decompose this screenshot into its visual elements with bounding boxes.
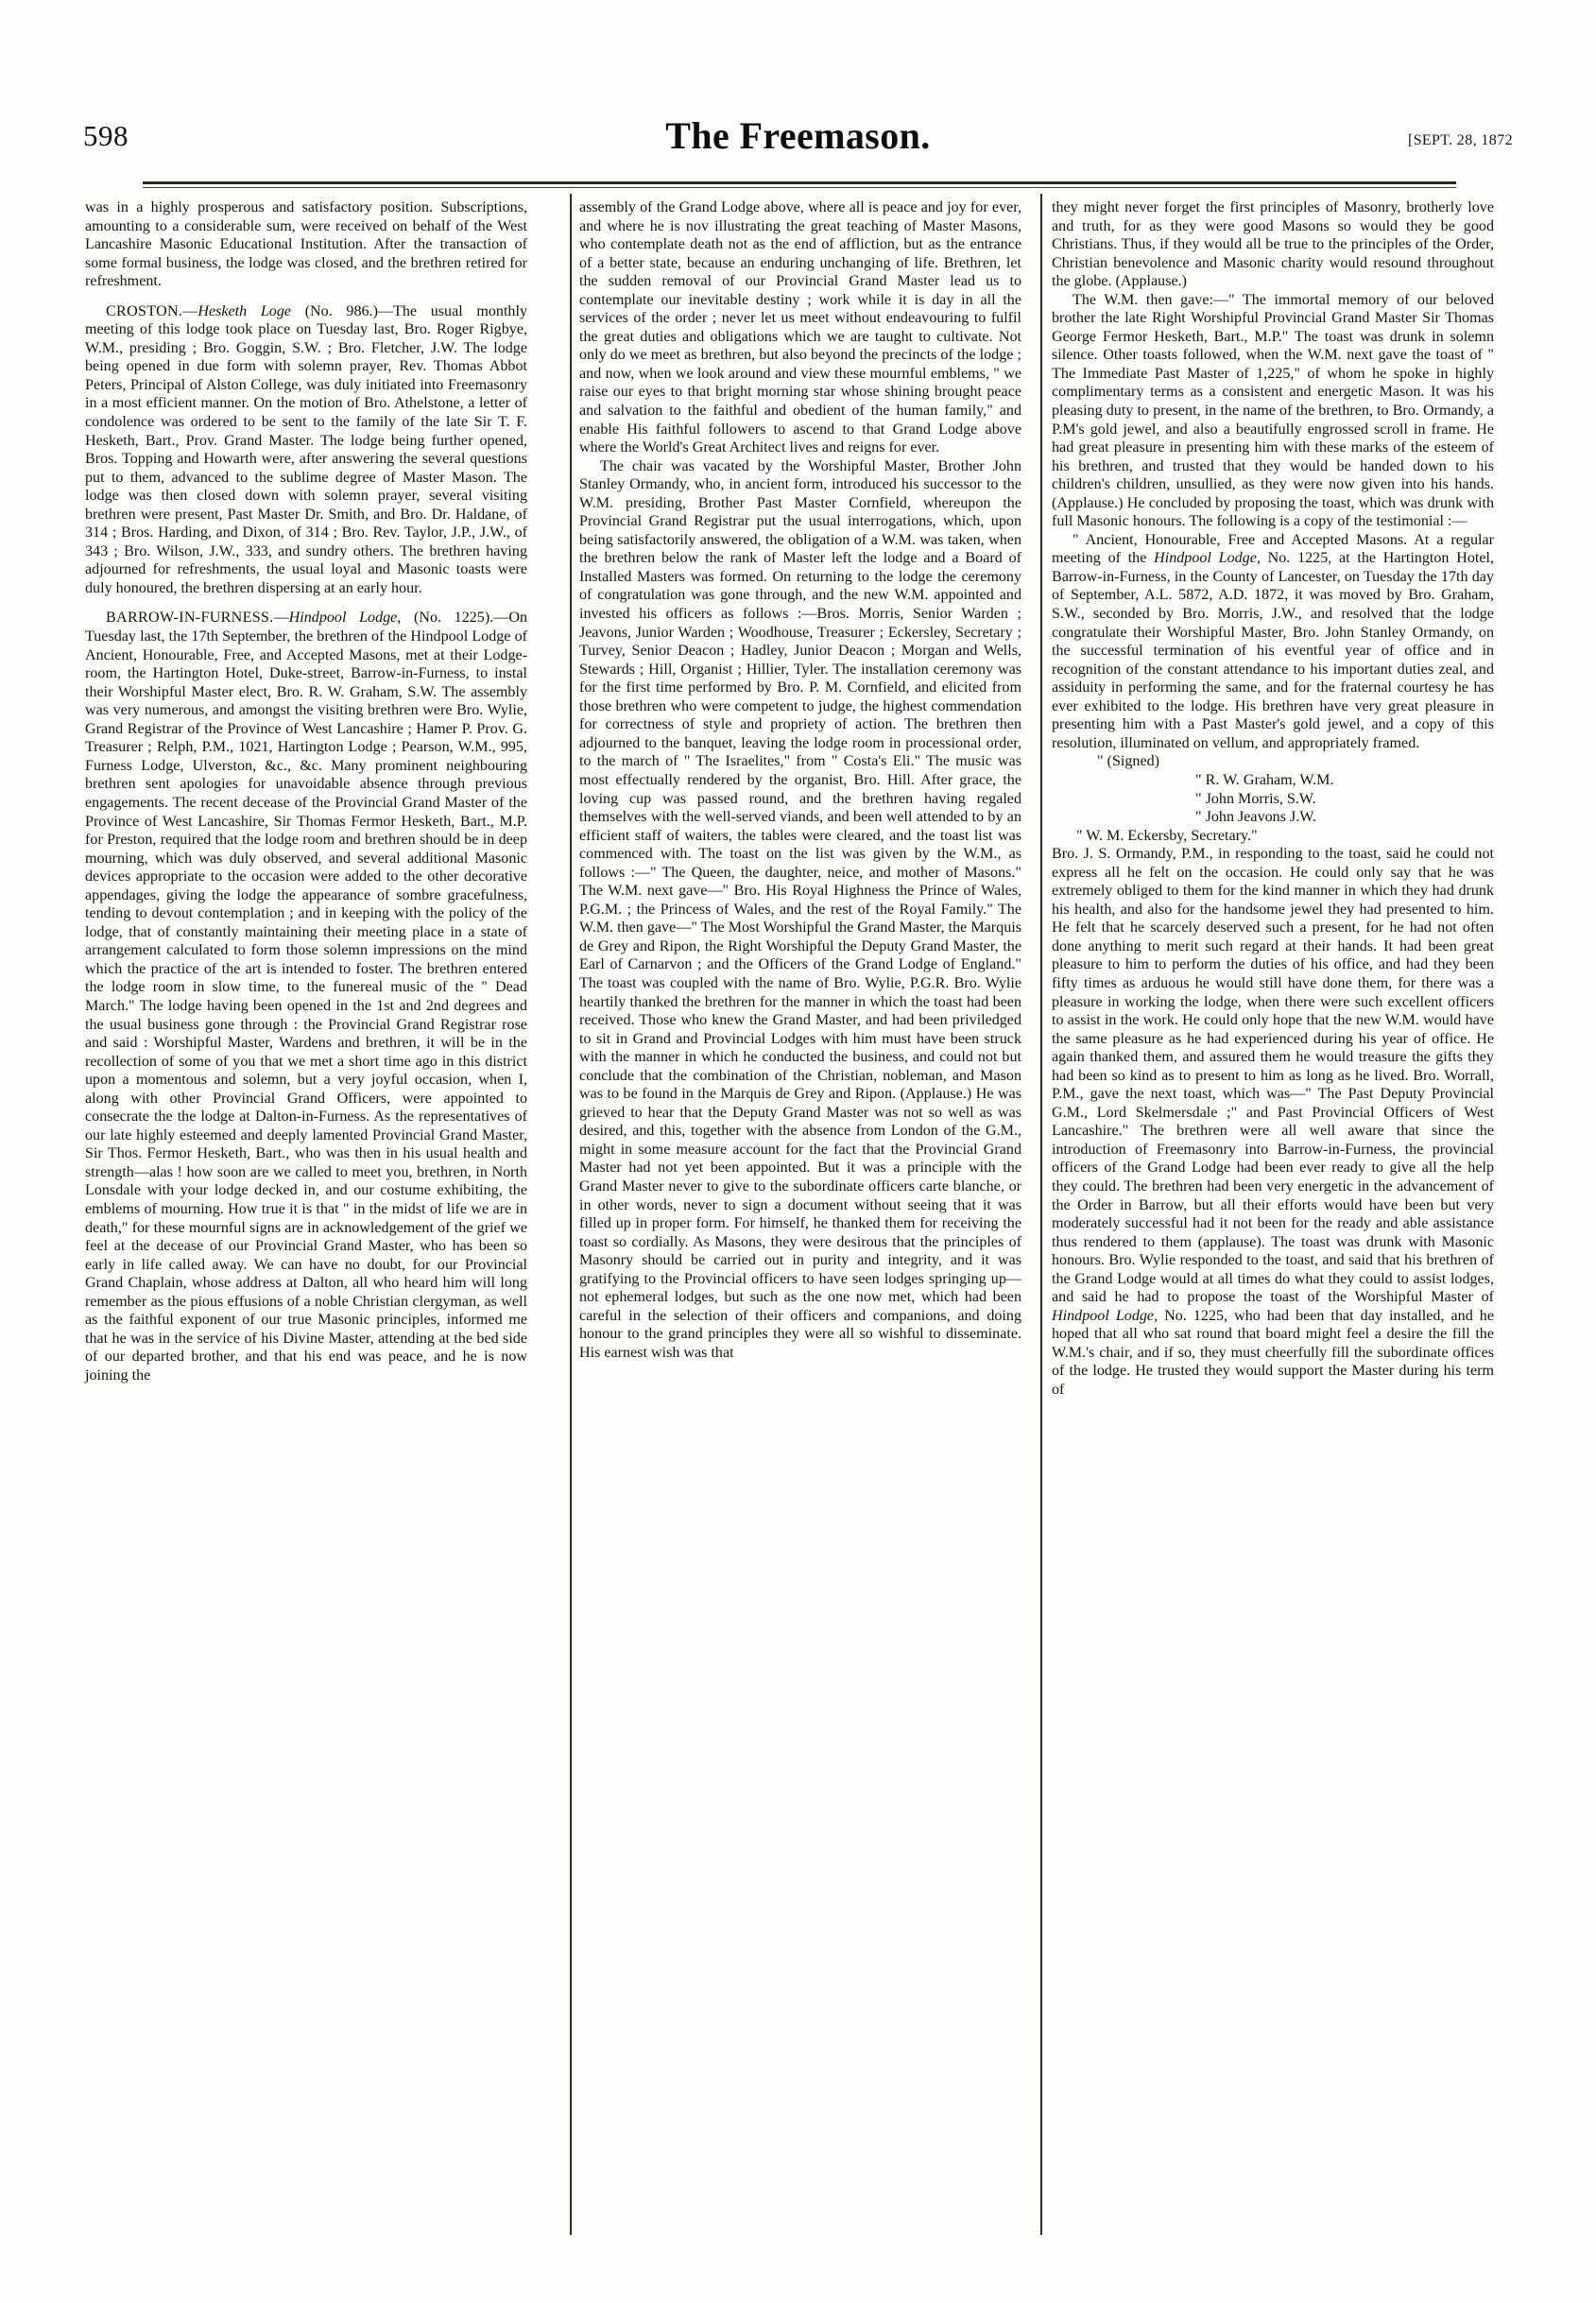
issue-date: [SEPT. 28, 1872 [1408,132,1513,148]
paragraph-immortal-memory: The W.M. then gave:—" The immortal memory of our beloved brother the late Right Worshipful Provincial Grand Master Sir Thomas George Fermor Hesketh, Bart., M.P." The toast was drunk in solemn silence. Other toasts followed, when the W.M. next gave the toast of " The Immediate Past Master of 1,225," of whom he spoke in highly complimentary terms as a consistent and energetic Mason. It was his pleasing duty to present, in the name of the brethren, to Bro. Ormandy, a P.M's gold jewel, and also a beautifully engrossed scroll in frame. He had great pleasure in presenting him with these marks of the esteem of his brethren, and trusted that they would be handed down to his children's children, unsullied, as they were now given into his hands. (Applause.) He concluded by proposing the toast, which was drunk with full Masonic honours. The following is a copy of the testimonial :— [1052,291,1494,530]
signature-secretary: " W. M. Eckersby, Secretary." [1076,827,1258,844]
header-rule [143,181,1456,184]
paragraph-testimonial: " Ancient, Honourable, Free and Accepted Masons. At a regular meeting of the Hindpool Lodge, No. 1225, at the Hartington Hotel, Barrow-in-Furness, in the County of Lancester, on Tuesday the 17th day of September, A.L. 5872, A.D. 1872, it was moved by Bro. Graham, S.W., seconded by Bro. Morris, J.W., and resolved that the lodge congratulate their Worshipful Master, Bro. John Stanley Ormandy, on the successful termination of his eventful year of office and in recognition of the constant attendance to his important duties zeal, and assiduity in performing the same, and for the fraternal courtesy he has ever exhibited to the lodge. His brethren have very great pleasure in presenting him with a Past Master's gold jewel, and a copy of this resolution, illuminated on vellum, and appropriately framed. [1052,531,1494,751]
paragraph: The chair was vacated by the Worshipful Master, Brother John Stanley Ormandy, who, in ancient form, introduced his successor to the W.M. presiding, Brother Past Master Cornfield, whereupon the Provincial Grand Registrar put the usual interrogations, which, upon being satisfactorily answered, the obligation of a W.M. was taken, when the brethren below the rank of Master left the lodge and a Board of Installed Masters was formed. On returning to the lodge the ceremony of congratulation was gone through, and the new W.M. appointed and invested his officers as follows :—Bros. Morris, Senior Warden ; Jeavons, Junior Warden ; Woodhouse, Treasurer ; Eckersley, Secretary ; Turvey, Senior Deacon ; Hadley, Junior Deacon ; Morgan and Wells, Stewards ; Hill, Organist ; Hillier, Tyler. The installation ceremony was for the first time performed by Bro. P. M. Cornfield, and elicited from those brethren who were competent to judge, the highest commendation for correctness of style and propriety of action. The brethren then adjourned to the banquet, leaving the lodge room in processional order, to the march of " The Israelites," from " Costa's Eli." The music was most effectually rendered by the organist, Bro. Hill. After grace, the loving cup was passed round, and the brethren having regaled themselves with the well-served viands, and been well attended to by an efficient staff of waiters, the tables were cleared, and the toast list was commenced with. The toast on the list was given by the W.M., as follows :—" The Queen, the daughter, neice, and mother of Masons." The W.M. next gave—" Bro. His Royal Highness the Prince of Wales, P.G.M. ; the Princess of Wales, and the rest of the Royal Family." The W.M. then gave—" The Most Worshipful the Grand Master, the Marquis de Grey and Ripon, the Right Worshipful the Deputy Grand Master, the Earl of Carnarvon ; and the Officers of the Grand Lodge of England." The toast was coupled with the name of Bro. Wylie, P.G.R. Bro. Wylie heartily thanked the brethren for the manner in which the toast had been received. Those who knew the Grand Master, and had been priviledged to sit in Grand and Provincial Lodges with him must have been struck with the manner in which he conducted the business, and could not but conclude that the combination of the Christian, nobleman, and Mason was to be found in the Marquis de Grey and Ripon. (Applause.) He was grieved to hear that the Deputy Grand Master was not so well as was desired, and this, together with the absence from London of the G.M., might in some measure account for the fact that the Provincial Grand Master had not yet been appointed. But it was a principle with the Grand Master never to give to the subordinate officers carte blanche, or in other words, never to sign a document without seeing that it was filled up in proper form. For himself, he thanked them for receiving the toast so cordially. As Masons, they were desirous that the principles of Masonry should be carried out in purity and integrity, and it was gratifying to the Provincial officers to have seen lodges springing up—not ephemeral lodges, but such as the one now met, which had been careful in the selection of their officers and companions, and doing honour to the grand principles they were all so wishful to disseminate. His earnest wish was that [579,457,1021,1361]
paragraph-gap [85,291,527,302]
paragraph-gap [85,597,527,609]
text-column-2 [579,198,1021,1362]
text-column-3 [1052,198,1494,1400]
column-divider-1 [570,194,572,2235]
signed-label: " (Signed) [1097,753,1160,770]
signature-wm: " R. W. Graham, W.M. [1195,771,1334,788]
signature-jw: " John Jeavons J.W. [1195,809,1317,826]
paragraph-croston: CROSTON.—Hesketh Loge (No. 986.)—The usual monthly meeting of this lodge took place on Tuesday last, Bro. Roger Rigbye, W.M., presiding ; Bro. Goggin, S.W. ; Bro. Fletcher, J.W. The lodge being opened in due form with solemn prayer, Rev. Thomas Abbot Peters, Principal of Alston College, was duly initiated into Freemasonry in a most efficient manner. On the motion of Bro. Athelstone, a letter of condolence was ordered to be sent to the family of the late Sir T. F. Hesketh, Bart., Prov. Grand Master. The lodge being further opened, Bros. Topping and Howarth were, after answering the several questions put to them, advanced to the sublime degree of Master Mason. The lodge was then closed down with solemn prayer, several visiting brethren were present, Past Master Dr. Smith, and Bro. Dr. Haldane, of 314 ; Bros. Harding, and Dixon, of 314 ; Bro. Rev. Taylor, J.P., J.W., of 343 ; Bro. Wilson, J.W., 333, and sundry others. The brethren having adjourned for refreshments, the usual loyal and Masonic toasts were duly honoured, the brethren dispersing at an early hour. [85,302,527,596]
masthead [83,113,1513,168]
text-column-1 [85,198,527,1384]
header-rule-secondary [143,187,1456,188]
paragraph: they might never forget the first principles of Masonry, brotherly love and truth, for as they were good Masons so would they be good Christians. Thus, if they would all be true to the principles of the Order, Christian benevolence and Masonic charity would resound throughout the globe. (Applause.) [1052,199,1494,290]
testimonial-signature-block [1052,752,1494,845]
paragraph: assembly of the Grand Lodge above, where all is peace and joy for ever, and where he is nov illustrating the great teaching of Master Masons, who contemplate death not as the end of affliction, but as the entrance of a better state, because an enduring unchanging of life. Brethren, let the sudden removal of our Provincial Grand Master lead us to contemplate our inevitable destiny ; work while it is day in all the services of the order ; never let us meet without endeavouring to fulfil the great duties and obligations which we are taught to cultivate. Not only do we meet as brethren, but also beyond the precincts of the lodge ; and now, when we look around and view these mournful emblems, " we raise our eyes to that bright morning star whose shining brought peace and salvation to the faithful and obedient of the human family," and enable His faithful followers to ascend to that Grand Lodge above where the World's Great Architect lives and reigns for ever. [579,199,1021,456]
column-divider-2 [1040,194,1042,2235]
publication-title: The Freemason. [665,114,931,157]
paragraph-ormandy-response: Bro. J. S. Ormandy, P.M., in responding to the toast, said he could not express all he felt on the occasion. He could only say that he was extremely obliged to them for the kind manner in which they had drunk his health, and also for the handsome jewel they had presented to him. He felt that he scarcely deserved such a present, for he had not often done anything to merit such regard at their hands. It had been great pleasure to him to perform the duties of his office, and had they been fifty times as arduous he would still have done them, for there was a pleasure in working the lodge, when there were such excellent officers to assist in the work. He could only hope that the new W.M. would have the same pleasure as he had experienced during his year of office. He again thanked them, and assured them he would treasure the gifts they had been so kind as to present to him as long as he lived. Bro. Worrall, P.M., gave the next toast, which was—" The Past Deputy Provincial G.M., Lord Skelmersdale ;" and Past Provincial Officers of West Lancashire." The brethren were all well aware that since the introduction of Freemasonry into Barrow-in-Furness, the provincial officers of the Grand Lodge had been ever ready to give all the help they could. The brethren had been very energetic in the advancement of the Order in Barrow, but all their efforts would have been but very moderately successful had it not been for the ready and able assistance thus rendered to them (applause). The toast was drunk with Masonic honours. Bro. Wylie responded to the toast, and said that his brethren of the Grand Lodge would at all times do what they could to assist lodges, and said he had to propose the toast of the Worshipful Master of Hindpool Lodge, No. 1225, who had been that day installed, and he hoped that all who sat round that board might feel a desire the fill the W.M.'s chair, and if so, they must cheerfully fill the subordinate offices of the lodge. He trusted they would support the Master during his term of [1052,846,1494,1398]
page-number: 598 [83,119,129,152]
paragraph: was in a highly prosperous and satisfactory position. Subscriptions, amounting to a considerable sum, were received on behalf of the West Lancashire Masonic Educational Institution. After the transaction of some formal business, the lodge was closed, and the brethren retired for refreshment. [85,199,527,290]
signature-sw: " John Morris, S.W. [1195,790,1316,807]
paragraph-barrow-in-furness: BARROW-IN-FURNESS.—Hindpool Lodge, (No. 1225).—On Tuesday last, the 17th September, the brethren of the Hindpool Lodge of Ancient, Honourable, Free, and Accepted Masons, met at their Lodge-room, the Hartington Hotel, Duke-street, Barrow-in-Furness, to instal their Worshipful Master elect, Bro. R. W. Graham, S.W. The assembly was very numerous, and amongst the visiting brethren were Bro. Wylie, Grand Registrar of the Province of West Lancashire ; Hamer P. Prov. G. Treasurer ; Relph, P.M., 1021, Hartington Lodge ; Pearson, W.M., 995, Furness Lodge, Ulverston, &c., &c. Many prominent neighbouring brethren sent apologies for unavoidable absence through previous engagements. The recent decease of the Provincial Grand Master of the Province of West Lancashire, Sir Thomas Fermor Hesketh, Bart., M.P. for Preston, required that the lodge room and brethren should be in deep mourning, which was duly observed, and several additional Masonic devices appropriate to the occasion were added to the other decorative appendages, giving the lodge the appearance of sombre gracefulness, tending to devout contemplation ; and in keeping with the policy of the lodge, that of constantly maintaining their meeting place in a state of arrangement calculated to form those solemn impressions on the mind which the practice of the art is intended to foster. The brethren entered the lodge room in slow time, to the funereal music of the " Dead March." The lodge having been opened in the 1st and 2nd degrees and the usual business gone through : the Provincial Grand Registrar rose and said : Worshipful Master, Wardens and brethren, it will be in the recollection of some of you that we met a short time ago in this district upon a momentous and solemn, but a very joyful occasion, when I, along with other Provincial Grand Officers, were appointed to consecrate the the lodge at Dalton-in-Furness. As the representatives of our late highly esteemed and deeply lamented Provincial Grand Master, Sir Thos. Fermor Hesketh, Bart., who was then in his usual health and strength—alas ! how soon are we called to meet you, brethren, in North Lonsdale with your lodge decked in, and our costume exhibiting, the emblems of mourning. How true it is that " in the midst of life we are in death," for these mournful signs are in acknowledgement of the grief we feel at the decease of our Provincial Grand Master, who has been so early in life called away. We can have no doubt, for our Provincial Grand Chaplain, whose address at Dalton, all who heard him will long remember as the pious effusions of a noble Christian clergyman, as well as the faithful exponent of our true Masonic principles, informed me that he was in the service of his Divine Master, attending at the bed side of our departed brother, and that his end was peace, and he is now joining the [85,610,527,1384]
